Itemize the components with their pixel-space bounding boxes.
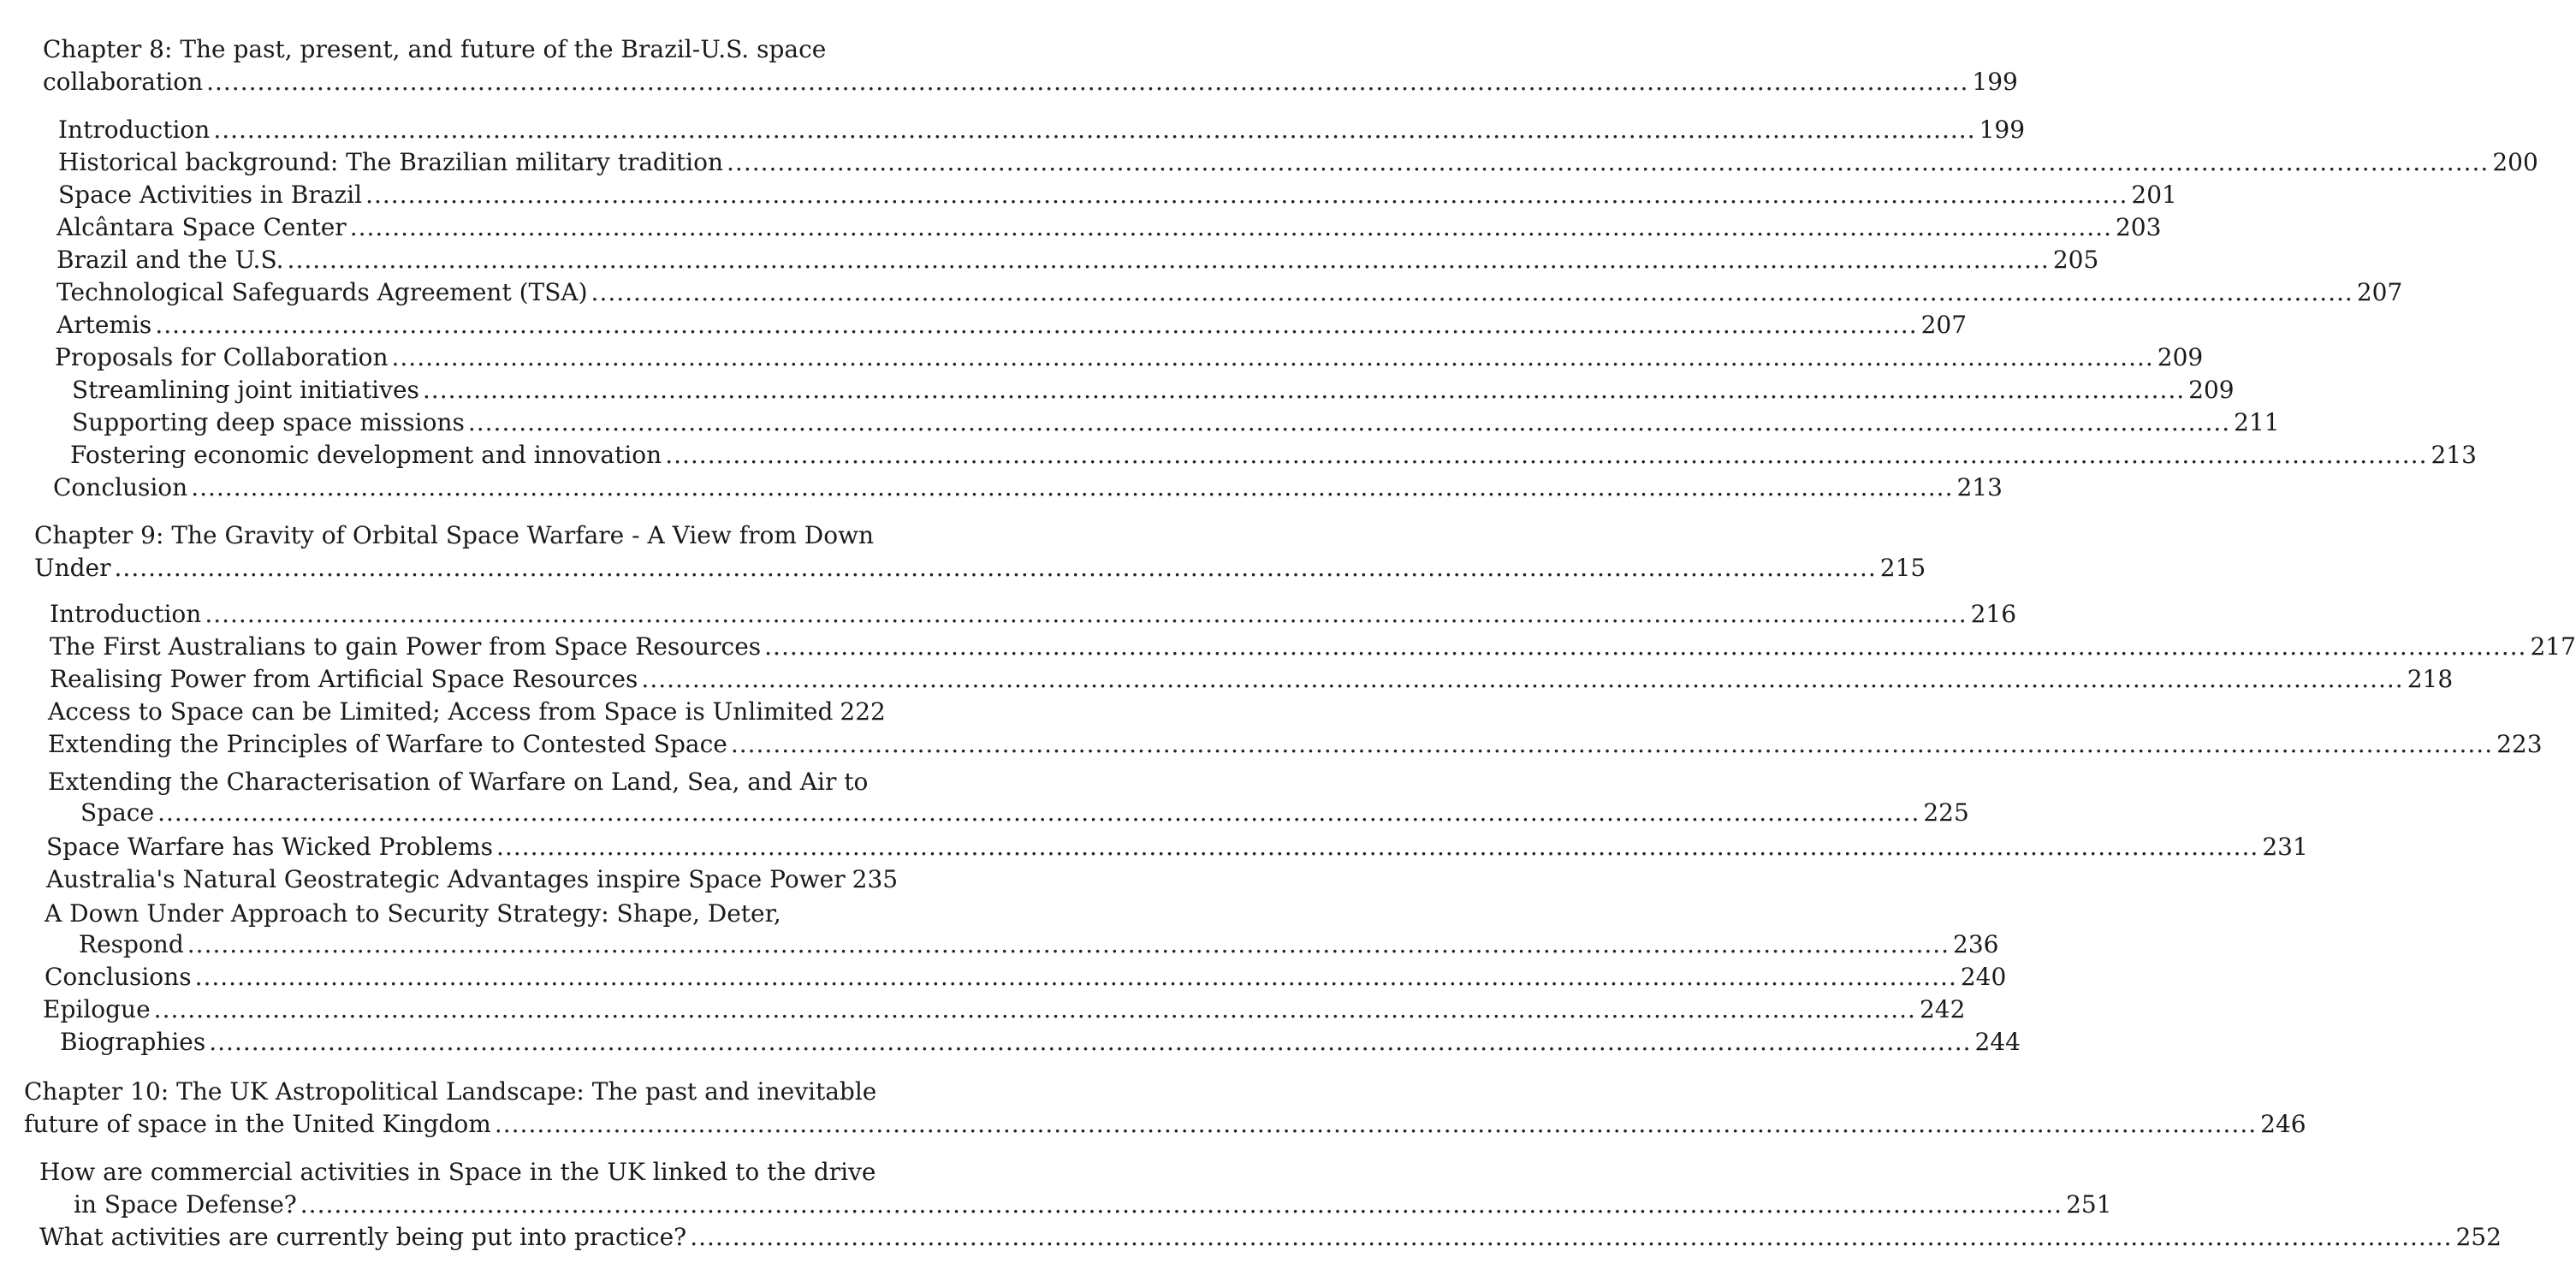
entry-title: Australia's Natural Geostrategic Advantages inspire Space Power	[46, 865, 846, 893]
dot-leader	[206, 67, 1968, 98]
toc-entry	[0, 115, 2026, 147]
page-number: 242	[1919, 995, 1966, 1023]
page-number: 209	[2188, 376, 2235, 404]
toc-entry	[0, 599, 2017, 632]
chapter-8-heading	[0, 34, 2018, 104]
page-number: 235	[852, 865, 899, 893]
entry-title-line1: A Down Under Approach to Security Strategy: Shape, Deter,	[45, 899, 781, 928]
chapter-title-line2: collaboration	[43, 68, 204, 96]
dot-leader	[727, 147, 2489, 178]
entry-title: Historical background: The Brazilian military tradition	[58, 148, 724, 176]
toc-subentry	[0, 440, 2477, 472]
entry-title: Technological Safeguards Agreement (TSA)	[56, 278, 588, 306]
page-number: 199	[1979, 116, 2026, 144]
page-number: 240	[1960, 963, 2007, 991]
entry-title: Introduction	[58, 116, 211, 144]
dot-leader	[195, 962, 1957, 993]
entry-title-line2: Respond	[79, 930, 184, 958]
chapter-9-heading	[0, 520, 1926, 590]
dot-leader	[154, 994, 1916, 1025]
entry-title: Access to Space can be Limited; Access from Space is Unlimited	[48, 697, 834, 726]
toc-subentry	[0, 375, 2235, 407]
toc-entry	[0, 994, 1966, 1027]
chapter-10-heading	[0, 1076, 2306, 1147]
entry-title: Conclusion	[53, 473, 188, 501]
chapter-title-line1: Chapter 9: The Gravity of Orbital Space Warfare - A View from Down	[34, 521, 875, 549]
toc-entry	[0, 832, 2308, 864]
dot-leader	[205, 599, 1967, 630]
page-number: 213	[2431, 441, 2477, 469]
page-number: 211	[2234, 408, 2280, 436]
toc-entry	[0, 729, 2543, 762]
chapter-title-line1: Chapter 8: The past, present, and future of the Brazil-U.S. space	[43, 35, 827, 63]
toc-entry	[0, 342, 2204, 375]
page-number: 207	[2356, 278, 2403, 306]
entry-title: Brazil and the U.S.	[56, 246, 284, 274]
toc-subentry	[0, 407, 2280, 440]
entry-title: Alcântara Space Center	[56, 213, 347, 241]
page-number: 231	[2262, 833, 2308, 861]
entry-title: Proposals for Collaboration	[55, 343, 389, 371]
chapter-title-line2: future of space in the United Kingdom	[24, 1110, 491, 1138]
page-number: 246	[2260, 1110, 2306, 1138]
dot-leader	[423, 375, 2185, 406]
toc-entry	[0, 962, 2007, 994]
toc-entry	[0, 245, 2099, 277]
page-number: 223	[2496, 730, 2543, 758]
dot-leader	[591, 277, 2353, 308]
toc-entry	[0, 697, 892, 729]
entry-title: Introduction	[50, 600, 202, 628]
entry-title-line2: in Space Defense?	[74, 1190, 297, 1219]
entry-title: Streamlining joint initiatives	[72, 376, 419, 404]
dot-leader	[350, 212, 2112, 243]
dot-leader	[288, 245, 2050, 276]
page-number: 201	[2131, 181, 2177, 209]
entry-title: Supporting deep space missions	[72, 408, 465, 436]
page-number: 222	[840, 697, 886, 726]
dot-leader	[209, 1027, 1971, 1058]
dot-leader	[365, 180, 2128, 211]
entry-title: Fostering economic development and innovation	[70, 441, 662, 469]
toc-entry	[0, 1222, 2502, 1254]
entry-title: Epilogue	[43, 995, 151, 1023]
dot-leader	[690, 1222, 2452, 1253]
entry-title: The First Australians to gain Power from Space Resources	[50, 632, 762, 661]
dot-leader	[468, 407, 2230, 438]
page-number: 236	[1953, 930, 1999, 958]
toc-entry	[0, 472, 2003, 505]
dot-leader	[665, 440, 2427, 471]
toc-entry	[0, 864, 899, 897]
page-number: 207	[1920, 311, 1968, 339]
page-number: 199	[1972, 68, 2018, 96]
dot-leader	[764, 632, 2526, 662]
toc-entry	[0, 1157, 2112, 1224]
dot-leader	[495, 1109, 2257, 1140]
dot-leader	[155, 310, 1917, 341]
page-number: 217	[2530, 632, 2576, 661]
page-number: 216	[1970, 600, 2017, 628]
entry-title: What activities are currently being put into practice?	[39, 1223, 687, 1251]
toc-entry	[0, 767, 1969, 833]
entry-title: Biographies	[60, 1028, 206, 1056]
page-number: 251	[2066, 1190, 2112, 1219]
toc-entry	[0, 899, 1999, 965]
toc-entry	[0, 1027, 2021, 1059]
page-number: 209	[2157, 343, 2204, 371]
entry-title: Realising Power from Artificial Space Resources	[50, 665, 638, 693]
dot-leader	[187, 929, 1950, 960]
dot-leader	[496, 832, 2258, 863]
toc-entry	[0, 277, 2403, 310]
dot-leader	[213, 115, 1975, 145]
entry-title-line2: Space	[80, 798, 155, 827]
page-number: 213	[1956, 473, 2003, 501]
entry-title: Space Warfare has Wicked Problems	[46, 833, 494, 861]
page-number: 215	[1879, 554, 1926, 582]
dot-leader	[157, 798, 1920, 828]
dot-leader	[191, 472, 1953, 503]
page-number: 244	[1974, 1028, 2021, 1056]
entry-title: Extending the Principles of Warfare to Contested Space	[48, 730, 727, 758]
page-number: 225	[1923, 798, 1969, 827]
chapter-title-line1: Chapter 10: The UK Astropolitical Landscape: The past and inevitable	[24, 1077, 877, 1106]
page-number: 200	[2492, 148, 2538, 176]
toc-entry	[0, 632, 2576, 664]
page-number: 203	[2115, 213, 2162, 241]
toc-entry	[0, 664, 2454, 697]
toc-entry	[0, 310, 1968, 342]
dot-leader	[300, 1189, 2063, 1220]
toc-entry	[0, 147, 2538, 180]
toc-entry	[0, 180, 2177, 212]
page-number: 218	[2407, 665, 2454, 693]
toc-entry	[0, 212, 2162, 245]
entry-title: Artemis	[56, 311, 152, 339]
dot-leader	[115, 553, 1877, 584]
dot-leader	[731, 729, 2493, 760]
chapter-title-line2: Under	[34, 554, 111, 582]
entry-title: Space Activities in Brazil	[58, 181, 363, 209]
page-number: 205	[2052, 246, 2099, 274]
dot-leader	[641, 664, 2403, 695]
entry-title-line1: Extending the Characterisation of Warfare on Land, Sea, and Air to	[48, 768, 869, 796]
entry-title: Conclusions	[45, 963, 192, 991]
entry-title-line1: How are commercial activities in Space in the UK linked to the drive	[39, 1158, 876, 1186]
page-number: 252	[2455, 1223, 2502, 1251]
dot-leader	[392, 342, 2154, 373]
